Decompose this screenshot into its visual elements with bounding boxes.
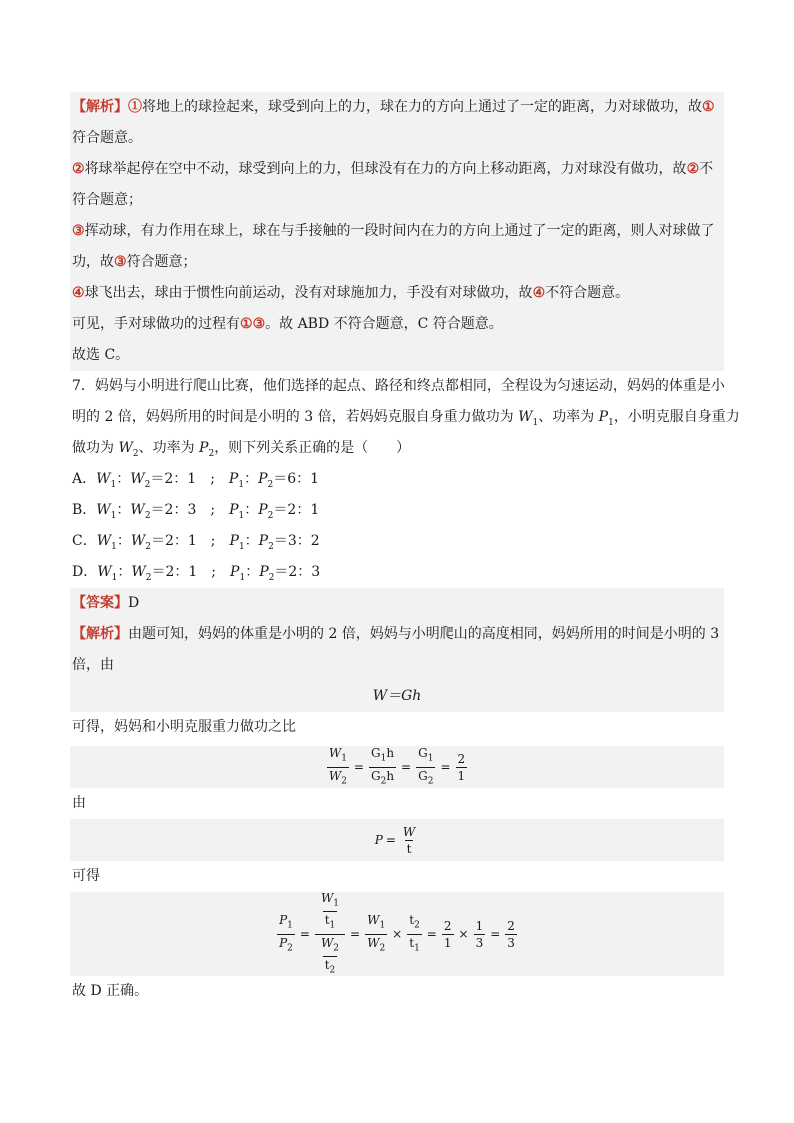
- formula-power: P = $\frac{W}{t}$: [70, 819, 724, 861]
- formula-power-ratio: $\frac{P_1}{P_2}$ = $\frac{\frac{W_1}{t_1}}{\frac{W_2}{t_2}}$ = $\frac{W_1}{W_2}$ × $\frac{t_2}{t_1}$ = $\frac{2}{1}$ × $\frac{1}{3}$ = $\frac{2}{3}$: [70, 892, 724, 976]
- analysis-block-1: [70, 92, 724, 371]
- analysis2-line-4: 由: [72, 795, 86, 811]
- option-d[interactable]: D．$W_1$：$W_2=2$：1 ; $P_1$：$P_2=2$：3: [72, 564, 321, 583]
- question-7: [70, 371, 740, 588]
- analysis2-line-2: 倍，由: [72, 657, 114, 673]
- analysis1-line-1: 【解析】①将地上的球捡起来，球受到向上的力，球在力的方向上通过了一定的距离，力对球做功，故①: [72, 99, 715, 115]
- analysis1-line-8: 可见，手对球做功的过程有①③。故 ABD 不符合题意，C 符合题意。: [72, 316, 503, 332]
- analysis-tag: 【解析】: [72, 99, 128, 115]
- option-b[interactable]: B．$W_1$：$W_2=2$：3 ; $P_1$：$P_2=2$：1: [72, 502, 320, 521]
- formula-work-ratio: $\frac{W_1}{W_2}$ = $\frac{G_1h}{G_2h}$ = $\frac{G_1}{G_2}$ = $\frac{2}{1}$: [70, 746, 724, 788]
- question-line-1: 7．妈妈与小明进行爬山比赛，他们选择的起点、路径和终点都相同，全程设为匀速运动，妈妈的体重是小: [72, 378, 725, 394]
- analysis-tag: 【解析】: [72, 626, 128, 642]
- option-c[interactable]: C．$W_1$：$W_2=2$：1 ; $P_1$：$P_2=3$：2: [72, 533, 320, 552]
- analysis2-line-6: 故 D 正确。: [72, 983, 149, 999]
- analysis1-line-5: ③挥动球，有力作用在球上，球在与手接触的一段时间内在力的方向上通过了一定的距离，则人对球做了: [72, 223, 715, 239]
- option-a[interactable]: A．$W_1$：$W_2=2$：1 ; $P_1$：$P_2=6$：1: [72, 471, 320, 490]
- answer-line: [70, 588, 724, 619]
- answer-value: D: [128, 595, 140, 611]
- analysis1-line-4: 符合题意；: [72, 192, 142, 208]
- analysis1-line-7: ④球飞出去，球由于惯性向前运动，没有对球施加力，手没有对球做功，故④不符合题意。: [72, 285, 630, 301]
- analysis1-line-2: 符合题意。: [72, 130, 142, 146]
- analysis2-line-3: 可得，妈妈和小明克服重力做功之比: [72, 719, 296, 735]
- question-line-2: 明的 2 倍，妈妈所用的时间是小明的 3 倍，若妈妈克服自身重力做功为 $W_1$、功率为 $P_1$，小明克服自身重力: [72, 409, 740, 428]
- document-page: [70, 92, 740, 1007]
- answer-tag: 【答案】: [72, 595, 128, 611]
- analysis2-line-5: 可得: [72, 868, 100, 884]
- question-line-3: 做功为 $W_2$、功率为 $P_2$，则下列关系正确的是（ ）: [72, 440, 411, 459]
- formula-w-gh: W＝Gh: [372, 688, 422, 704]
- analysis1-line-9: 故选 C。: [72, 347, 130, 363]
- analysis1-line-6: 功，故③符合题意；: [72, 254, 197, 270]
- analysis-block-2: [70, 619, 724, 712]
- analysis2-line-1: 【解析】由题可知，妈妈的体重是小明的 2 倍，妈妈与小明爬山的高度相同，妈妈所用的时间是小明的 3: [72, 626, 720, 642]
- analysis1-line-3: ②将球举起停在空中不动，球受到向上的力，但球没有在力的方向上移动距离，力对球没有做功，故②不: [72, 161, 714, 177]
